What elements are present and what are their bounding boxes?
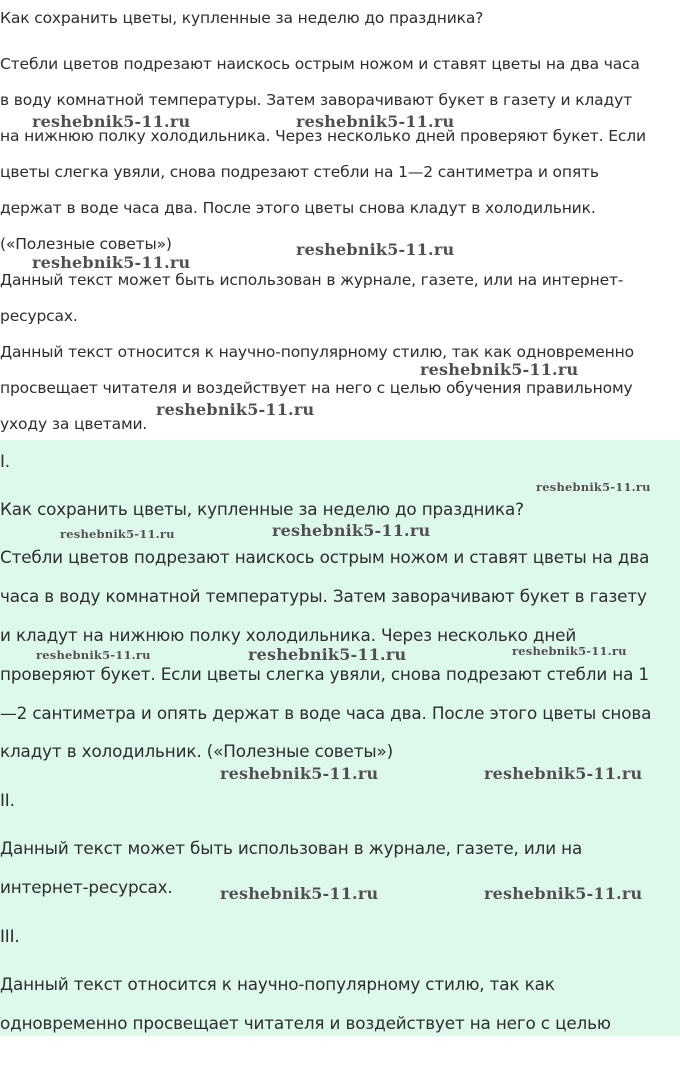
text-line: уходу за цветами. (0, 415, 148, 433)
watermark: reshebnik5-11.ru (296, 112, 455, 131)
watermark: reshebnik5-11.ru (220, 884, 379, 903)
watermark: reshebnik5-11.ru (536, 480, 651, 494)
text-line: одновременно просвещает читателя и воздействует на него с целью (0, 1013, 611, 1033)
watermark: reshebnik5-11.ru (484, 884, 643, 903)
watermark: reshebnik5-11.ru (248, 645, 407, 664)
watermark: reshebnik5-11.ru (296, 240, 455, 259)
question-title: Как сохранить цветы, купленные за неделю до праздника? (0, 9, 484, 27)
section-number: I. (0, 451, 10, 471)
text-line: Данный текст относится к научно-популярному стилю, так как (0, 974, 555, 994)
text-line: проверяют букет. Если цветы слегка увяли, снова подрезают стебли на 1 (0, 664, 649, 684)
text-line: Данный текст может быть использован в журнале, газете, или на интернет- (0, 271, 624, 289)
watermark: reshebnik5-11.ru (512, 644, 627, 658)
text-line: —2 сантиметра и опять держат в воде часа два. После этого цветы снова (0, 703, 652, 723)
text-line: в воду комнатной температуры. Затем заворачивают букет в газету и кладут (0, 91, 632, 109)
watermark: reshebnik5-11.ru (32, 253, 191, 272)
watermark: reshebnik5-11.ru (36, 648, 151, 662)
text-line: просвещает читателя и воздействует на него с целью обучения правильному (0, 379, 633, 397)
watermark: reshebnik5-11.ru (220, 764, 379, 783)
section-number: III. (0, 926, 20, 946)
text-line: Стебли цветов подрезают наискось острым ножом и ставят цветы на два часа (0, 55, 640, 73)
answer-title: Как сохранить цветы, купленные за неделю до праздника? (0, 499, 524, 519)
watermark: reshebnik5-11.ru (272, 521, 431, 540)
text-line: интернет-ресурсах. (0, 877, 173, 897)
text-line: Данный текст относится к научно-популярному стилю, так как одновременно (0, 343, 634, 361)
text-line: цветы слегка увяли, снова подрезают стебли на 1—2 сантиметра и опять (0, 163, 599, 181)
watermark: reshebnik5-11.ru (156, 400, 315, 419)
text-line: кладут в холодильник. («Полезные советы») (0, 741, 393, 761)
watermark: reshebnik5-11.ru (32, 112, 191, 131)
watermark: reshebnik5-11.ru (484, 764, 643, 783)
text-line: Стебли цветов подрезают наискось острым ножом и ставят цветы на два (0, 547, 650, 567)
watermark: reshebnik5-11.ru (420, 360, 579, 379)
text-line: на нижнюю полку холодильника. Через несколько дней проверяют букет. Если (0, 127, 646, 145)
section-number: II. (0, 790, 15, 810)
text-line: часа в воду комнатной температуры. Затем заворачивают букет в газету (0, 586, 647, 606)
text-line: Данный текст может быть использован в журнале, газете, или на (0, 838, 583, 858)
text-line: держат в воде часа два. После этого цветы снова кладут в холодильник. (0, 199, 596, 217)
text-line: и кладут на нижнюю полку холодильника. Через несколько дней (0, 625, 577, 645)
watermark: reshebnik5-11.ru (60, 527, 175, 541)
text-line: ресурсах. (0, 307, 78, 325)
source-attribution: («Полезные советы») (0, 235, 172, 253)
